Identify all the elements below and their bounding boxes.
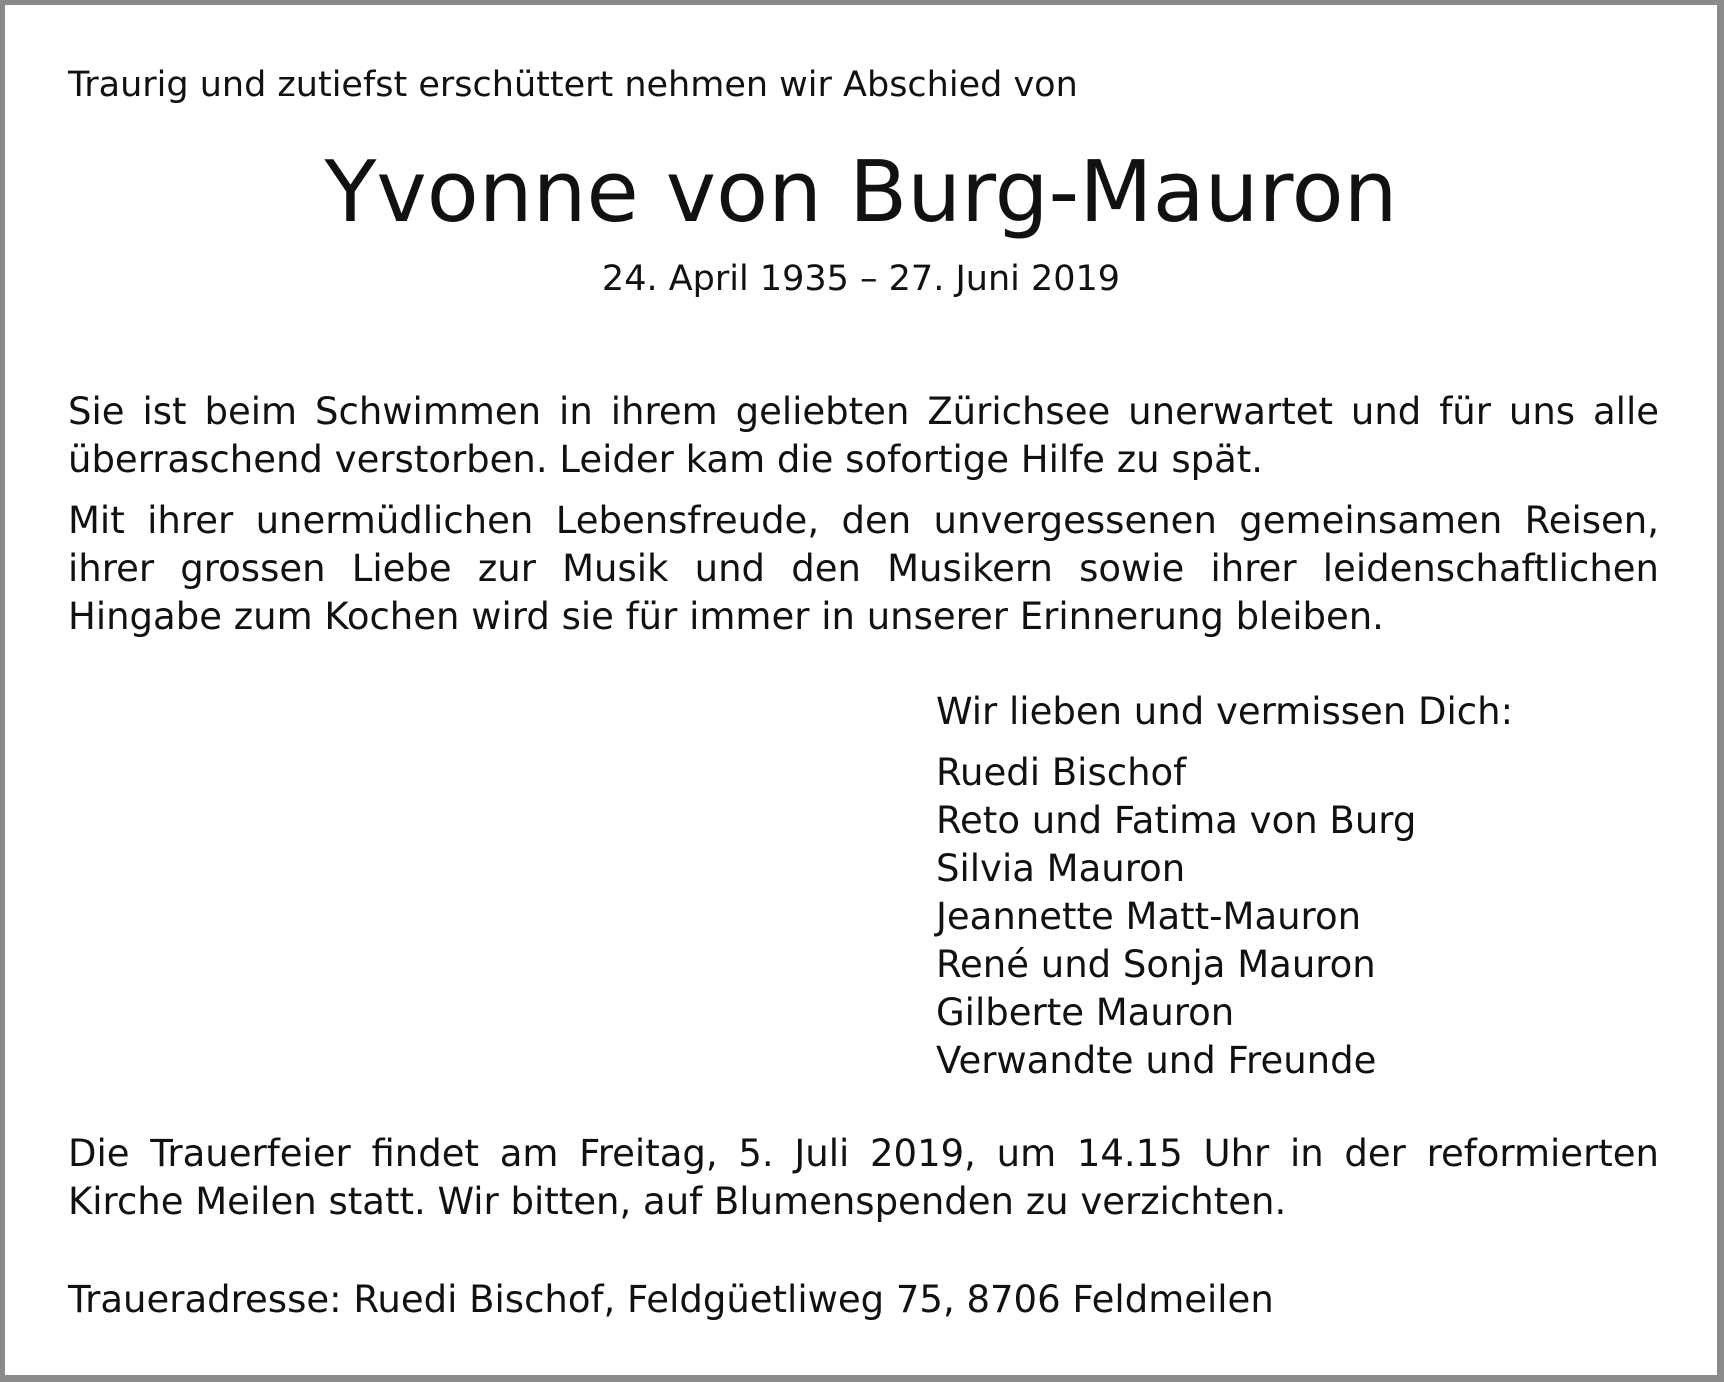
- circumstances-paragraph: Sie ist beim Schwimmen in ihrem geliebten Zürichsee unerwartet und für uns alle überraschend verstorben. Leider kam die sofortige Hilfe zu spät.: [68, 390, 1659, 481]
- mourner-name: Ruedi Bischof: [936, 751, 1187, 794]
- service-paragraph: Die Trauerfeier findet am Freitag, 5. Juli 2019, um 14.15 Uhr in der reformierten Kirche Meilen statt. Wir bitten, auf Blumenspenden zu verzichten.: [68, 1132, 1659, 1223]
- obituary-notice: [5, 5, 1717, 1375]
- mourners-list: [936, 749, 1416, 1085]
- mourner-name: Jeannette Matt-Mauron: [936, 895, 1362, 938]
- mourning-address: Traueradresse: Ruedi Bischof, Feldgüetliweg 75, 8706 Feldmeilen: [68, 1278, 1274, 1321]
- mourner-name: Reto und Fatima von Burg: [936, 799, 1417, 842]
- remembrance-paragraph: Mit ihrer unermüdlichen Lebensfreude, den unvergessenen gemeinsamen Reisen, ihrer grossen Liebe zur Musik und den Musikern sowie ihrer leidenschaftlichen Hingabe zum Kochen wird sie für immer in unserer Erinnerung bleiben.: [68, 499, 1659, 638]
- life-dates: 24. April 1935 – 27. Juni 2019: [601, 259, 1121, 299]
- intro-line: Traurig und zutiefst erschüttert nehmen wir Abschied von: [68, 65, 1078, 105]
- mourner-name: Gilberte Mauron: [936, 991, 1235, 1034]
- deceased-name: Yvonne von Burg-Mauron: [324, 143, 1398, 242]
- mourner-name: René und Sonja Mauron: [936, 943, 1376, 986]
- signoff-line: Wir lieben und vermissen Dich:: [936, 690, 1514, 733]
- mourner-name: Verwandte und Freunde: [936, 1039, 1377, 1082]
- mourner-name: Silvia Mauron: [936, 847, 1186, 890]
